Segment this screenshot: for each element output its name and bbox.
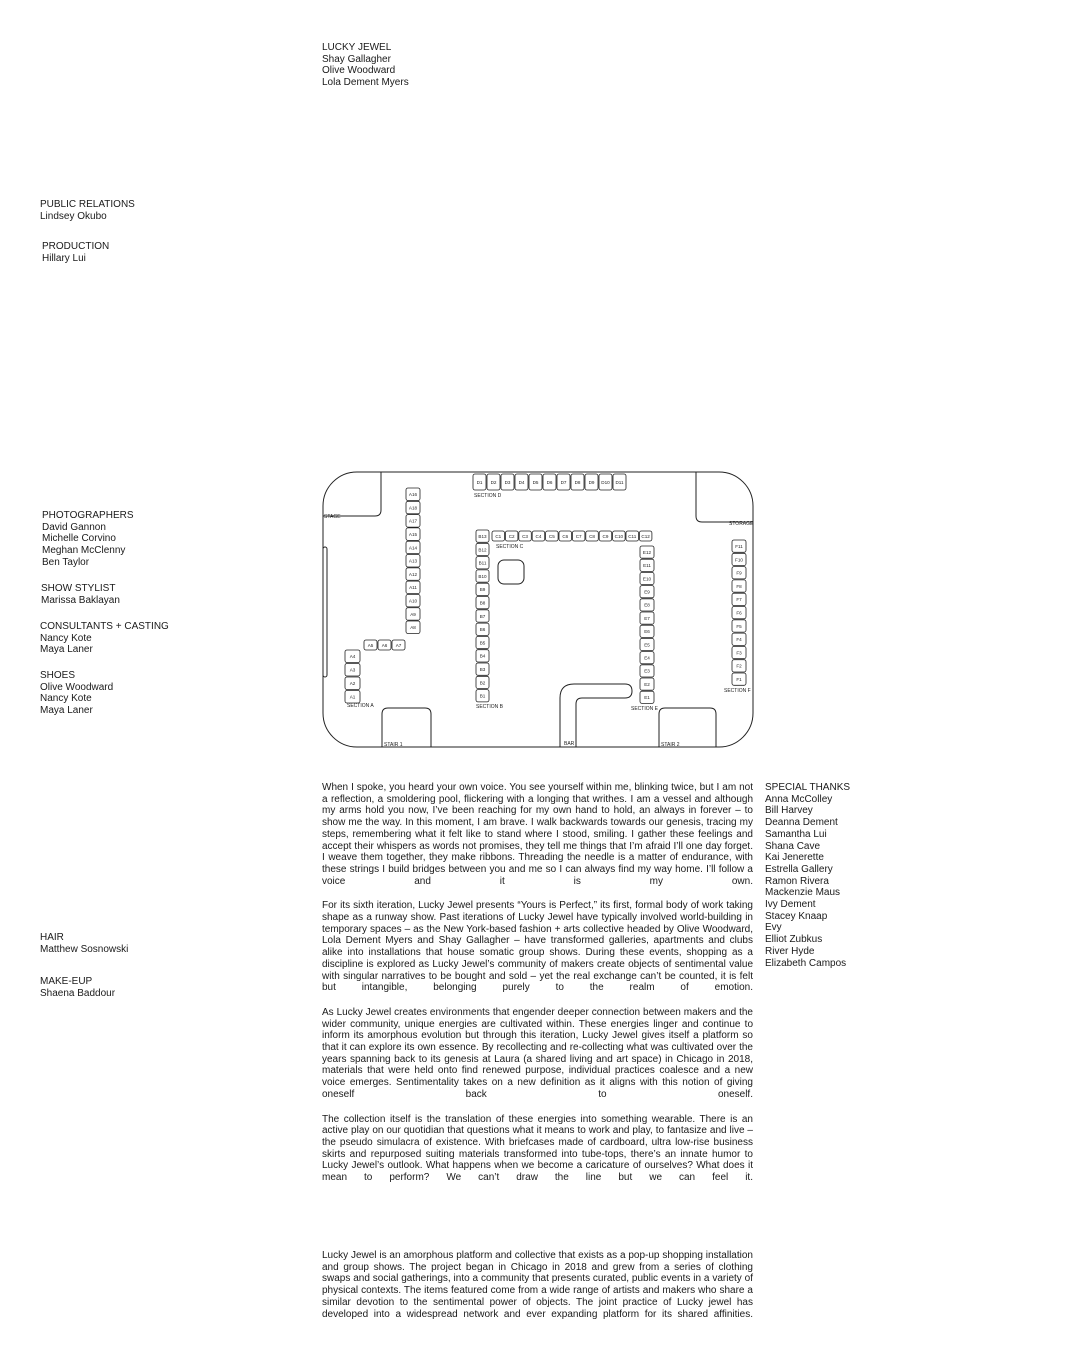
- body-text: [322, 782, 753, 1197]
- booth-b10: [476, 570, 489, 582]
- header-block: [322, 42, 409, 89]
- svg-text:F10: F10: [735, 557, 743, 563]
- svg-text:A14: A14: [408, 545, 418, 551]
- thanks-name: Elizabeth Campos: [765, 957, 847, 969]
- thanks-name: Stacey Knaap: [765, 910, 828, 922]
- booth-c1: [492, 531, 505, 541]
- svg-text:E7: E7: [644, 615, 650, 621]
- booth-b1: [476, 690, 489, 702]
- about-text: [322, 1250, 753, 1333]
- credit-name: Matthew Sosnowski: [40, 943, 129, 955]
- svg-text:D6: D6: [546, 479, 553, 485]
- bar-counter: [560, 684, 632, 747]
- svg-text:E5: E5: [644, 642, 650, 648]
- svg-text:F2: F2: [736, 663, 742, 669]
- svg-text:D7: D7: [560, 479, 567, 485]
- booth-f2: [732, 660, 746, 672]
- thanks-name: Ivy Dement: [765, 899, 816, 911]
- booth-f6: [732, 607, 746, 619]
- booth-e5: [640, 638, 654, 650]
- svg-text:D10: D10: [601, 479, 610, 485]
- special-thanks: [765, 782, 850, 969]
- svg-text:B7: B7: [479, 613, 486, 619]
- storage-area: [696, 472, 753, 522]
- svg-text:B13: B13: [478, 533, 487, 539]
- credit-name: Michelle Corvino: [42, 533, 116, 545]
- svg-text:F5: F5: [736, 623, 742, 629]
- booth-a16: [406, 488, 420, 501]
- thanks-name: Elliot Zubkus: [765, 934, 823, 946]
- header-name: Shay Gallagher: [322, 53, 391, 65]
- booth-e12: [640, 546, 654, 558]
- booth-layer: [345, 474, 746, 703]
- booth-c9: [599, 531, 612, 541]
- booth-e8: [640, 599, 654, 611]
- booth-a9: [406, 608, 420, 621]
- booth-f8: [732, 580, 746, 592]
- booth-d11: [613, 474, 626, 490]
- svg-text:E2: E2: [644, 681, 650, 687]
- credit-name: David Gannon: [42, 521, 106, 533]
- booth-d1: [473, 474, 486, 490]
- booth-c2: [505, 531, 518, 541]
- svg-text:C5: C5: [548, 533, 555, 539]
- booth-a4: [345, 650, 360, 663]
- svg-text:B6: B6: [479, 627, 486, 633]
- label-section-b: SECTION B: [476, 704, 503, 710]
- booth-a11: [406, 581, 420, 594]
- booth-a3: [345, 664, 360, 677]
- svg-text:E6: E6: [644, 629, 650, 635]
- label-section-f: SECTION F: [724, 688, 751, 694]
- booth-a5: [364, 640, 377, 650]
- floor-plan: [320, 470, 756, 750]
- credit-show-stylist: [41, 583, 120, 606]
- credit-production: [42, 241, 109, 264]
- credit-shoes: [40, 670, 113, 717]
- svg-text:C6: C6: [562, 533, 569, 539]
- svg-text:B10: B10: [478, 573, 487, 579]
- svg-text:A13: A13: [408, 558, 418, 564]
- credit-name: Nancy Kote: [40, 693, 92, 705]
- svg-text:D1: D1: [476, 479, 483, 485]
- svg-text:C1: C1: [495, 533, 502, 539]
- svg-text:E11: E11: [643, 563, 651, 569]
- svg-text:E3: E3: [644, 668, 650, 674]
- credit-name: Ben Taylor: [42, 556, 90, 568]
- svg-text:D4: D4: [518, 479, 525, 485]
- svg-text:A2: A2: [349, 681, 356, 687]
- svg-text:A15: A15: [408, 531, 418, 537]
- paragraph: For its sixth iteration, Lucky Jewel presents “Yours is Perfect,” its first, formal body of work taking shape as a runway show. Past iterations of Lucky Jewel have typically involved world-building in temporary spaces – as the New York-based fashion + arts collective headed by Olive Woodward, Lola Dement Myers and Shay Gallagher – have transformed galleries, apartments and clubs alike into installations that house somatic group shows. During these events, shopping as a discipline is explored as Lucky Jewel’s community of makers create objects of sentimental value with singular narratives to be bought and sold – yet the real exchange can’t be counted, it is felt but intangible, belonging purely to the realm of emotion.: [322, 900, 753, 994]
- credit-role: SHOW STYLIST: [41, 583, 116, 594]
- svg-text:C10: C10: [614, 533, 624, 539]
- svg-text:F1: F1: [736, 676, 742, 682]
- booth-d3: [501, 474, 514, 490]
- label-section-e: SECTION E: [631, 706, 658, 712]
- booth-d2: [487, 474, 500, 490]
- booth-b4: [476, 650, 489, 662]
- booth-b3: [476, 663, 489, 675]
- booth-d9: [585, 474, 598, 490]
- svg-text:B3: B3: [479, 666, 486, 672]
- credit-role: PRODUCTION: [42, 241, 110, 252]
- label-stair-1: STAIR 1: [384, 742, 403, 748]
- label-bar: BAR: [564, 741, 575, 747]
- svg-text:B5: B5: [479, 640, 486, 646]
- booth-a10: [406, 594, 420, 607]
- credit-name: Shaena Baddour: [40, 987, 116, 999]
- thanks-name: River Hyde: [765, 945, 815, 957]
- svg-text:D9: D9: [588, 479, 595, 485]
- booth-b12: [476, 543, 489, 555]
- pillar: [498, 560, 524, 584]
- booth-f5: [732, 620, 746, 632]
- svg-text:A12: A12: [408, 571, 418, 577]
- booth-b9: [476, 583, 489, 595]
- credit-role: PUBLIC RELATIONS: [40, 199, 135, 210]
- svg-text:F9: F9: [736, 570, 742, 576]
- svg-text:C8: C8: [589, 533, 595, 539]
- credit-name: Marissa Baklayan: [41, 594, 120, 606]
- booth-b7: [476, 610, 489, 622]
- booth-e4: [640, 652, 654, 664]
- booth-b11: [476, 557, 489, 569]
- svg-text:A16: A16: [408, 492, 418, 498]
- booth-c11: [626, 531, 639, 541]
- svg-text:F3: F3: [736, 650, 742, 656]
- label-section-d: SECTION D: [474, 493, 502, 499]
- label-section-a: SECTION A: [347, 703, 374, 709]
- booth-a7: [392, 640, 405, 650]
- special-thanks-title: SPECIAL THANKS: [765, 782, 851, 793]
- credit-name: Olive Woodward: [40, 681, 114, 693]
- booth-d4: [515, 474, 528, 490]
- svg-text:E4: E4: [644, 655, 650, 661]
- credit-name: Maya Laner: [40, 705, 93, 717]
- header-name: Olive Woodward: [322, 65, 396, 77]
- credit-name: Meghan McClenny: [42, 545, 126, 557]
- svg-text:A7: A7: [395, 642, 402, 648]
- svg-text:A3: A3: [349, 667, 356, 673]
- booth-d5: [529, 474, 542, 490]
- thanks-name: Samantha Lui: [765, 828, 827, 840]
- svg-text:A11: A11: [409, 585, 417, 591]
- booth-d8: [571, 474, 584, 490]
- svg-text:D8: D8: [574, 479, 581, 485]
- booth-a1: [345, 691, 360, 704]
- svg-text:F7: F7: [736, 597, 742, 603]
- paragraph: Lucky Jewel is an amorphous platform and collective that exists as a pop-up shopping installation and group shows. The project began in Chicago in 2018 and grew from a series of clothing swaps and social gatherings, into a community that presents curated, public events in a variety of physical contexts. The items featured come from a wide range of artists and makers who share a similar devotion to the sentimental power of objects. The joint practice of Lucky jewel has developed into a widespread network and ever expanding platform for its shared affinities.: [322, 1250, 753, 1320]
- paragraph: The collection itself is the translation of these energies into something wearable. There is an active play on our quotidian that questions what it means to work and play, to fantasize and live – the pseudo simulacra of existence. With briefcases made of cardboard, ultra low-rise business skirts and repurposed suiting materials transformed into tube-tops, there’s an innate humor to Lucky Jewel’s outlook. What happens when we become a caricature of ourselves? What does it mean to perform? We can’t draw the line but we can feel it.: [322, 1113, 753, 1184]
- thanks-name: Bill Harvey: [765, 805, 813, 817]
- booth-d6: [543, 474, 556, 490]
- svg-text:A18: A18: [408, 505, 418, 511]
- svg-text:B4: B4: [479, 653, 486, 659]
- credit-hair: [40, 932, 128, 955]
- booth-f4: [732, 633, 746, 645]
- booth-f10: [732, 553, 746, 565]
- thanks-name: Ramon Rivera: [765, 875, 829, 887]
- svg-text:E1: E1: [644, 695, 650, 701]
- booth-c12: [639, 531, 652, 541]
- svg-text:C12: C12: [641, 533, 650, 539]
- header-title: LUCKY JEWEL: [322, 42, 392, 53]
- svg-text:D5: D5: [532, 479, 539, 485]
- svg-text:C7: C7: [575, 533, 582, 539]
- thanks-name: Kai Jenerette: [765, 852, 824, 864]
- svg-text:D2: D2: [490, 479, 497, 485]
- thanks-name: Evy: [765, 922, 782, 934]
- svg-text:F11: F11: [735, 543, 743, 549]
- svg-text:F6: F6: [736, 610, 742, 616]
- booth-c6: [559, 531, 572, 541]
- credit-role: HAIR: [40, 932, 64, 943]
- svg-text:C9: C9: [602, 533, 609, 539]
- svg-text:A17: A17: [408, 518, 418, 524]
- booth-f9: [732, 567, 746, 579]
- svg-text:E12: E12: [642, 549, 652, 555]
- credit-role: CONSULTANTS + CASTING: [40, 621, 169, 632]
- svg-text:A4: A4: [349, 654, 356, 660]
- header-name: Lola Dement Myers: [322, 77, 409, 89]
- svg-text:C4: C4: [535, 533, 542, 539]
- thanks-name: Shana Cave: [765, 840, 821, 852]
- svg-text:F8: F8: [736, 583, 742, 589]
- booth-d10: [599, 474, 612, 490]
- booth-c3: [519, 531, 532, 541]
- label-storage: STORAGE: [729, 521, 754, 527]
- booth-d7: [557, 474, 570, 490]
- svg-text:D11: D11: [615, 479, 624, 485]
- booth-f3: [732, 646, 746, 658]
- svg-text:B12: B12: [478, 547, 487, 553]
- credit-role: SHOES: [40, 670, 76, 681]
- label-stage: STAGE: [324, 514, 341, 520]
- credit-name: Lindsey Okubo: [40, 210, 107, 222]
- svg-text:E10: E10: [642, 576, 652, 582]
- booth-b13: [476, 530, 489, 542]
- booth-c10: [613, 531, 626, 541]
- booth-b6: [476, 623, 489, 635]
- booth-a2: [345, 677, 360, 690]
- booth-c7: [572, 531, 585, 541]
- thanks-name: Deanna Dement: [765, 817, 838, 829]
- svg-text:D3: D3: [504, 479, 511, 485]
- svg-text:B11: B11: [478, 560, 487, 566]
- svg-text:A10: A10: [408, 598, 418, 604]
- svg-text:B2: B2: [479, 680, 486, 686]
- credit-photographers: [42, 510, 134, 569]
- booth-e3: [640, 665, 654, 677]
- booth-e7: [640, 612, 654, 624]
- booth-e11: [640, 559, 654, 571]
- booth-e9: [640, 586, 654, 598]
- svg-text:A5: A5: [367, 642, 374, 648]
- booth-e2: [640, 678, 654, 690]
- svg-text:B1: B1: [479, 693, 486, 699]
- booth-b5: [476, 636, 489, 648]
- svg-text:F4: F4: [736, 637, 742, 643]
- booth-b2: [476, 676, 489, 688]
- booth-f11: [732, 540, 746, 552]
- stage-ledge: [323, 547, 327, 677]
- svg-text:C2: C2: [508, 533, 515, 539]
- stage-area: [323, 472, 381, 516]
- booth-e10: [640, 572, 654, 584]
- booth-a8: [406, 621, 420, 634]
- svg-text:B9: B9: [479, 587, 486, 593]
- svg-text:C11: C11: [628, 533, 637, 539]
- booth-a6: [378, 640, 391, 650]
- credit-public-relations: [40, 199, 135, 222]
- credit-consultants: [40, 621, 169, 656]
- credit-role: PHOTOGRAPHERS: [42, 510, 134, 521]
- booth-c8: [586, 531, 599, 541]
- svg-text:A1: A1: [349, 694, 356, 700]
- booth-c5: [546, 531, 559, 541]
- paragraph: As Lucky Jewel creates environments that engender deeper connection between makers and the wider community, unique energies are cultivated within. These energies linger and continue to inform its amorphous evolution but through this iteration, Lucky Jewel gives itself a platform so that it can explore its own essence. By recollecting and re-collecting what was cultivated over the years spanning back to its genesis at Laura (a shared living and art space) in Chicago in 2018, materials that were held onto find renewed purpose, individual practices coalesce and a new voice emerges. Sentimentality takes on a new definition as it aligns with this notion of giving oneself back to oneself.: [322, 1006, 753, 1100]
- thanks-name: Mackenzie Maus: [765, 887, 841, 899]
- svg-text:A9: A9: [410, 611, 416, 617]
- svg-text:E8: E8: [644, 602, 650, 608]
- booth-e6: [640, 625, 654, 637]
- thanks-name: Estrella Gallery: [765, 863, 833, 875]
- svg-text:A6: A6: [381, 642, 388, 648]
- booth-a12: [406, 568, 420, 581]
- svg-text:A8: A8: [410, 625, 416, 631]
- booth-a13: [406, 555, 420, 568]
- label-section-c: SECTION C: [496, 544, 524, 550]
- booth-b8: [476, 597, 489, 609]
- booth-a14: [406, 541, 420, 554]
- booth-c4: [532, 531, 545, 541]
- booth-f7: [732, 593, 746, 605]
- thanks-name: Anna McColley: [765, 793, 833, 805]
- credit-makeup: [40, 976, 115, 999]
- paragraph: When I spoke, you heard your own voice. You see yourself within me, blinking twice, but I am not a reflection, a smoldering pool, flickering with a longing that writhes. I am a vessel and although my arms hold you now, I’ve been reaching for my own hand to hold, an always in forever – to show me the way. In this moment, I am brave. I walk backwards towards our genesis, tracing my steps, remembering what it felt like to stand where I stood, smiling. I gather these feelings and accept their whispers as words not promises, they tell me things that I’m afraid I’ll one day forget. I weave them together, they make ribbons. Threading the needle is a matter of endurance, with these strings I build bridges between you and me so I can always find my way home. I’ll follow a voice and it is my own.: [322, 782, 753, 887]
- svg-text:B8: B8: [479, 600, 486, 606]
- booth-a15: [406, 528, 420, 541]
- credit-name: Hillary Lui: [42, 252, 86, 264]
- svg-text:E9: E9: [644, 589, 650, 595]
- booth-a18: [406, 501, 420, 514]
- credit-role: MAKE-EUP: [40, 976, 93, 987]
- credit-name: Maya Laner: [40, 644, 93, 656]
- credit-name: Nancy Kote: [40, 632, 92, 644]
- svg-text:C3: C3: [522, 533, 528, 539]
- booth-f1: [732, 673, 746, 685]
- booth-e1: [640, 691, 654, 703]
- label-stair-2: STAIR 2: [661, 742, 680, 748]
- booth-a17: [406, 515, 420, 528]
- venue-outline: [323, 472, 753, 747]
